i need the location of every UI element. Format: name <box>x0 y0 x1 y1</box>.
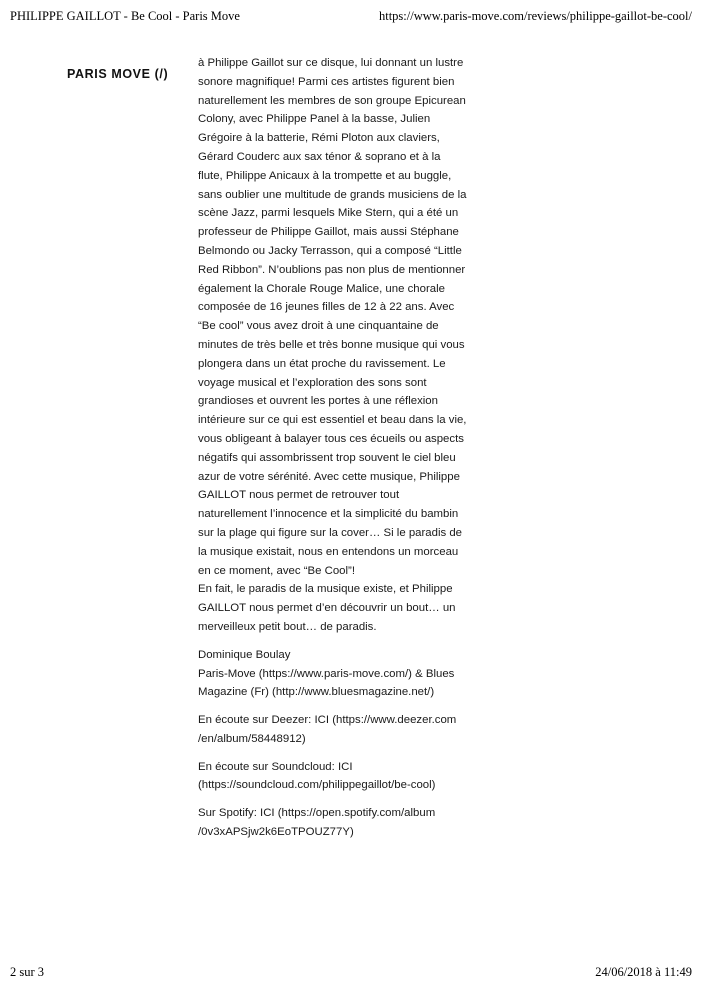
article-closing-paragraph: En fait, le paradis de la musique existe, et Philippe GAILLOT nous permet d’en découvrir un bout… un merveilleux petit bout… de paradis. <box>198 583 456 633</box>
site-logo-link-open: ( <box>154 67 160 81</box>
site-logo <box>67 67 168 81</box>
article-author-block <box>198 646 468 702</box>
soundcloud-listen-line <box>198 758 468 796</box>
print-datetime: 24/06/2018 à 11:49 <box>595 965 692 979</box>
site-logo-text: PARIS MOVE <box>67 67 151 81</box>
spotify-link[interactable]: Sur Spotify: ICI (https://open.spotify.com/album /0v3xAPSjw2k6EoTPOUZ77Y) <box>198 807 436 839</box>
site-home-link[interactable]: / <box>159 67 164 81</box>
print-header <box>10 9 692 27</box>
deezer-link[interactable]: En écoute sur Deezer: ICI (https://www.deezer.com /en/album/58448912) <box>198 714 457 745</box>
article-body-paragraph: à Philippe Gaillot sur ce disque, lui donnant un lustre sonore magnifique! Parmi ces artistes figurent bien naturellement les membres de son groupe Epicurean Colony, avec Philippe Panel à la basse, Julien Grégoire à la batterie, Rémi Ploton aux claviers, Gérard Couderc aux sax ténor & soprano et à la flute, Philippe Anicaux à la trompette et au buggle, sans oublier une multitude de grands musiciens de la scène Jazz, parmi lesquels Mike Stern, qui a été un professeur de Philippe Gaillot, mais aussi Stéphane Belmondo ou Jacky Terrasson, qui a composé “Little Red Ribbon”. N’oublions pas non plus de mentionner également la Chorale Rouge Malice, une chorale composée de 16 jeunes filles de 12 à 22 ans. Avec “Be cool” vous avez droit à une cinquantaine de minutes de très belle et très bonne musique qui vous plongera dans un état proche du ravissement. Le voyage musical et l’exploration des sons sont grandioses et ouvrent les portes à une réflexion intérieure sur ce qui est essentiel et beau dans la vie, vous obligeant à balayer tous ces écueils ou aspects négatifs qui assombrissent trop souvent le ciel bleu azur de votre sérénité. Avec cette musique, Philippe GAILLOT nous permet de retrouver tout naturellement l’innocence et la simplicité du bambin sur la plage qui figure sur la cover… Si le paradis de la musique existait, nous en entendons un morceau en ce moment, avec “Be Cool”! <box>198 57 467 577</box>
spotify-listen-line <box>198 804 468 842</box>
article-content <box>198 54 468 842</box>
print-page-url: https://www.paris-move.com/reviews/philippe-gaillot-be-cool/ <box>378 9 692 23</box>
author-sites-link[interactable]: Paris-Move (https://www.paris-move.com/) & Blues Magazine (Fr) (http://www.bluesmagazine.net/) <box>198 667 455 699</box>
soundcloud-link[interactable]: En écoute sur Soundcloud: ICI (https://soundcloud.com/philippegaillot/be-cool) <box>198 760 436 792</box>
print-page-number: 2 sur 3 <box>10 965 45 979</box>
deezer-listen-line <box>198 711 468 749</box>
author-name: Dominique Boulay <box>198 648 291 661</box>
site-logo-link-close: ) <box>163 67 169 81</box>
print-footer <box>10 965 692 981</box>
print-page-title: PHILIPPE GAILLOT - Be Cool - Paris Move <box>10 9 240 23</box>
